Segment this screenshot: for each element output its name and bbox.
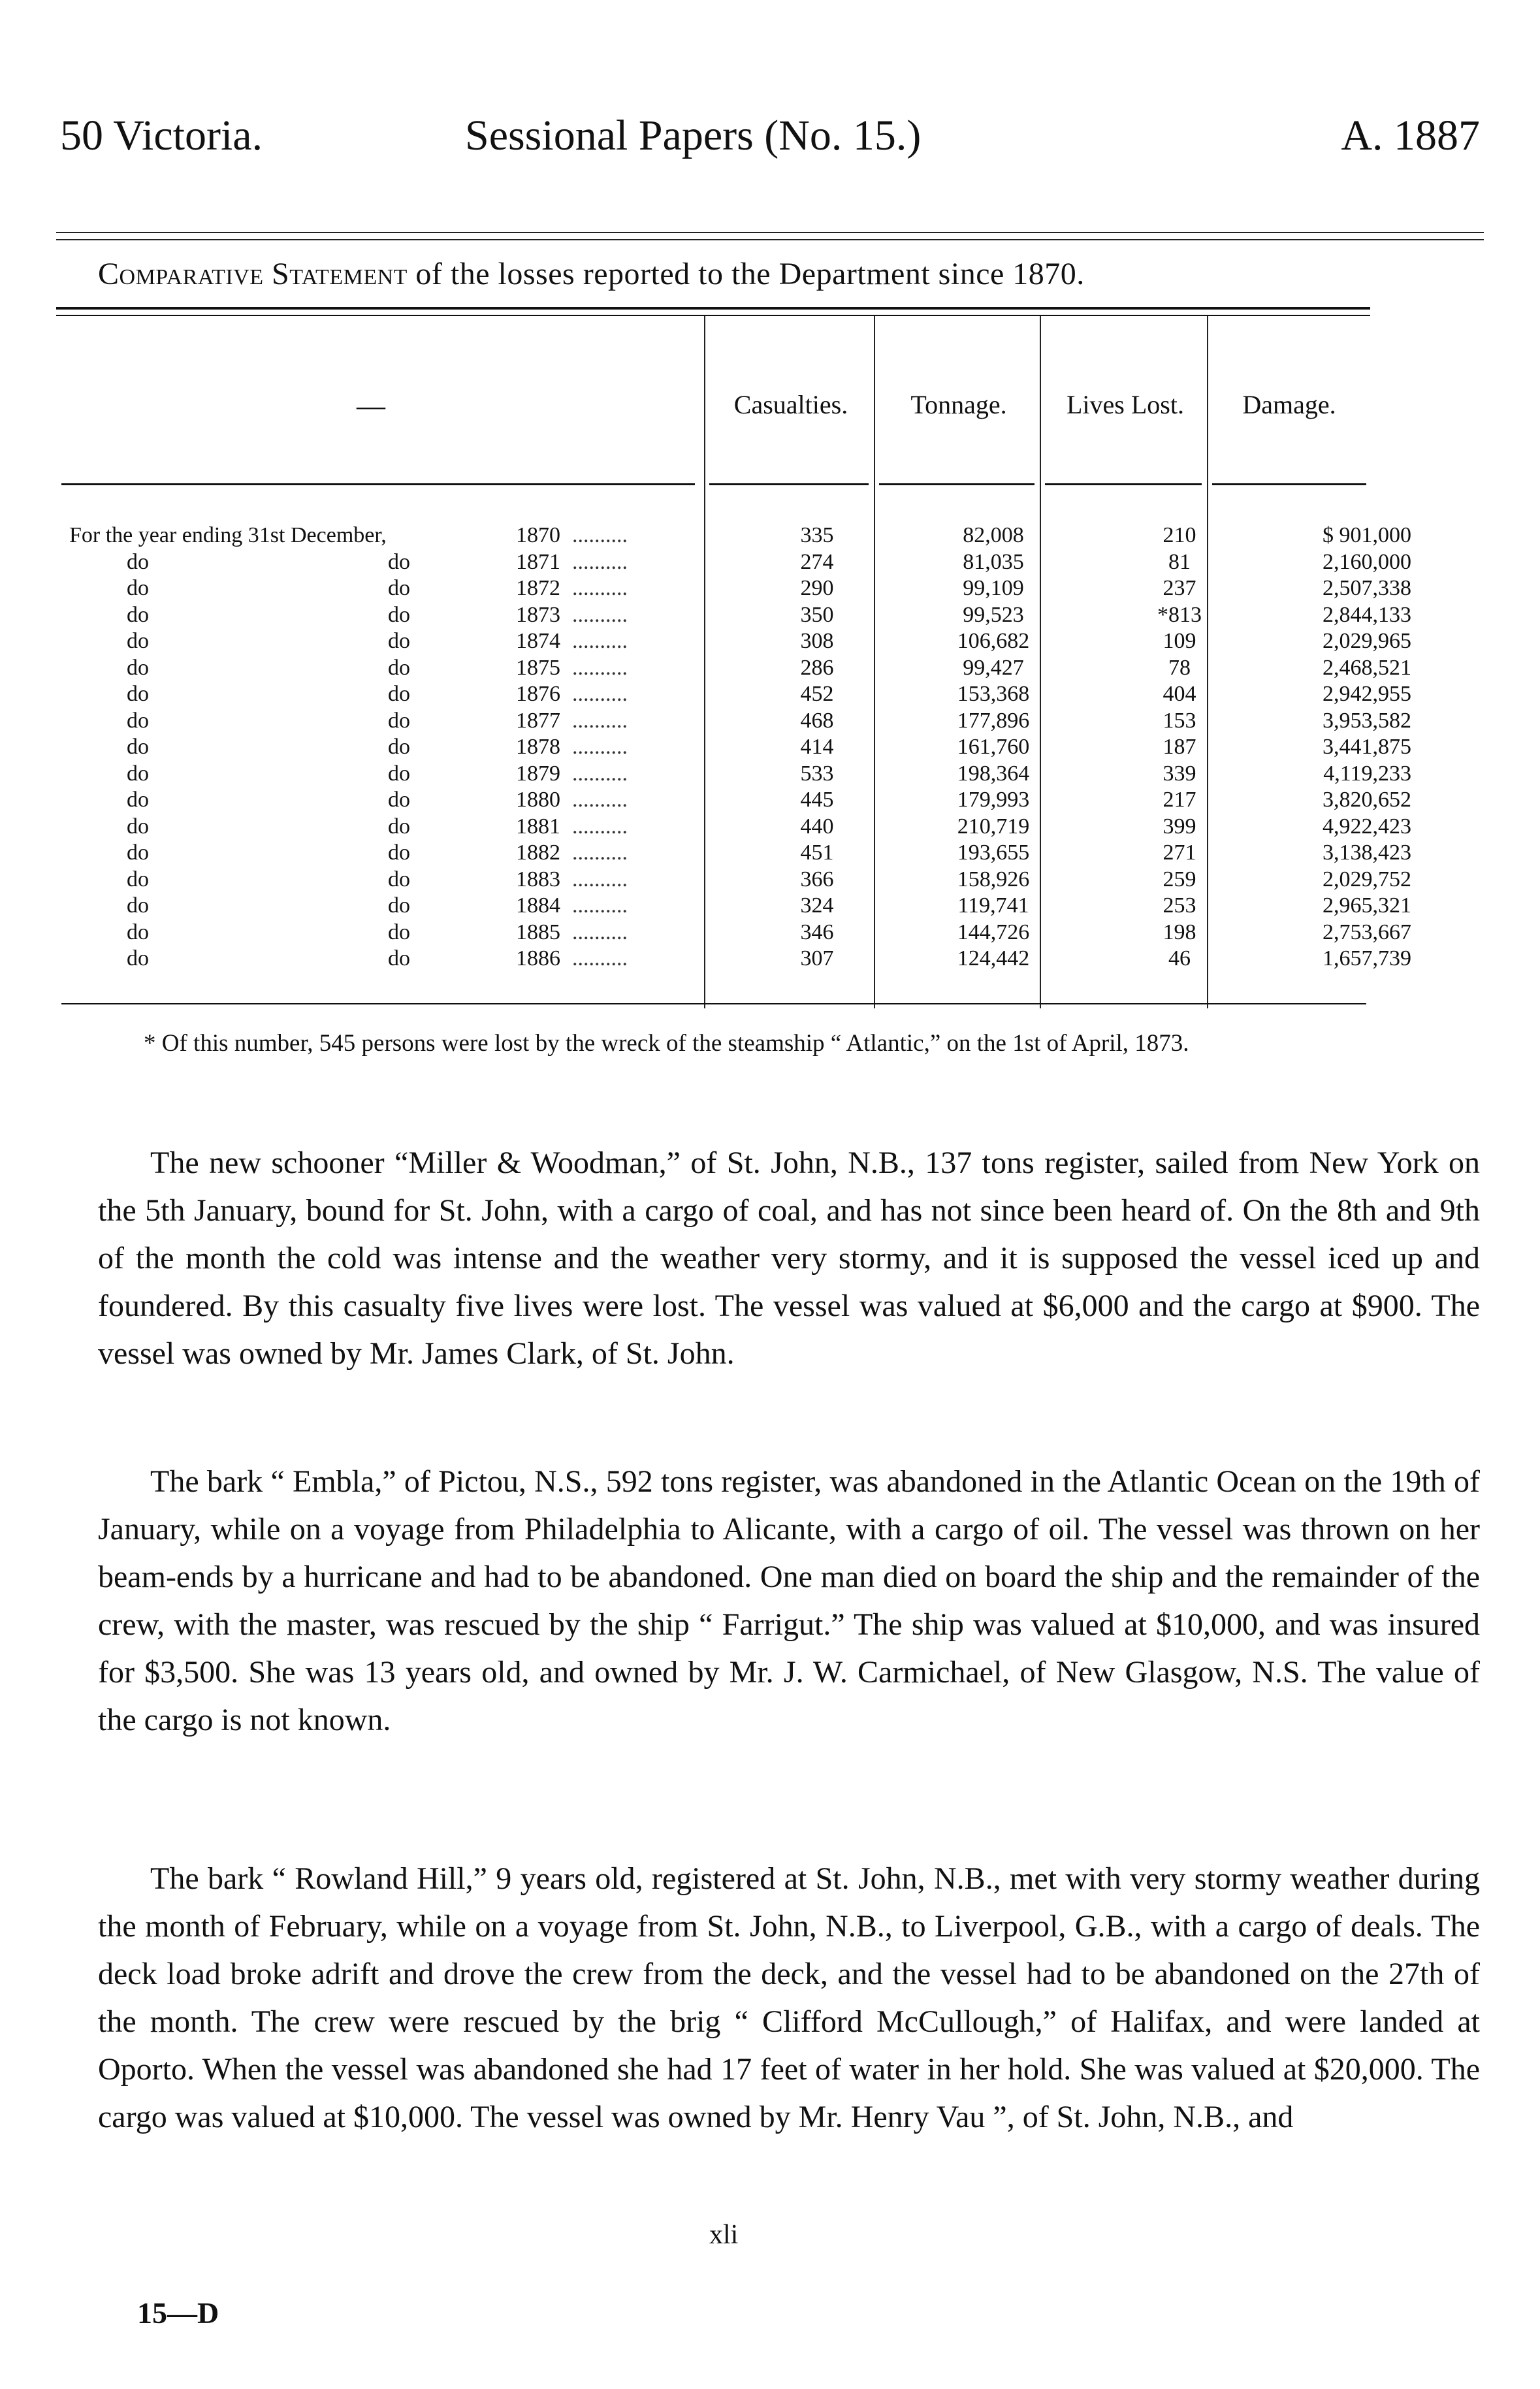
cell-damage: 3,820,652 — [1323, 788, 1411, 812]
ditto-mark: do — [127, 602, 149, 627]
caption-rest: of the losses reported to the Department since 1870. — [407, 257, 1085, 291]
ditto-mark: do — [127, 708, 149, 733]
ditto-mark: do — [388, 549, 410, 574]
cell-tonnage: 153,368 — [957, 682, 1030, 706]
table-row — [56, 761, 1411, 788]
ditto-mark: do — [127, 946, 149, 970]
table-row — [56, 602, 1411, 629]
cell-casualties: 346 — [800, 920, 834, 944]
table-row — [56, 867, 1411, 893]
row-year: 1871 — [516, 549, 560, 574]
row-year: 1881 — [516, 814, 560, 839]
cell-damage: 3,953,582 — [1323, 708, 1411, 733]
header-rule — [61, 483, 695, 485]
header-rule — [1045, 483, 1202, 485]
row-year: 1879 — [516, 761, 560, 786]
cell-lives: 46 — [1168, 946, 1191, 970]
leader-dots: .......... — [572, 761, 628, 786]
row-year: 1875 — [516, 655, 560, 680]
leader-dots: .......... — [572, 735, 628, 759]
cell-casualties: 308 — [800, 629, 834, 653]
row-year: 1883 — [516, 867, 560, 891]
leader-dots: .......... — [572, 841, 628, 865]
leader-dots: .......... — [572, 655, 628, 680]
row-year: 1880 — [516, 788, 560, 812]
cell-damage: $ 901,000 — [1323, 523, 1411, 547]
cell-damage: 2,468,521 — [1323, 655, 1411, 680]
column-header-lives-lost: Lives Lost. — [1067, 390, 1184, 419]
cell-casualties: 533 — [800, 761, 834, 786]
cell-casualties: 468 — [800, 708, 834, 733]
ditto-mark: do — [127, 682, 149, 706]
row-year: 1884 — [516, 893, 560, 918]
ditto-mark: do — [127, 788, 149, 812]
leader-dots: .......... — [572, 788, 628, 812]
cell-lives: 109 — [1163, 629, 1196, 653]
cell-tonnage: 106,682 — [957, 629, 1030, 653]
row-year: 1877 — [516, 708, 560, 733]
page-folio: xli — [709, 2220, 739, 2250]
cell-lives: 271 — [1163, 841, 1196, 865]
cell-casualties: 440 — [800, 814, 834, 839]
table-row — [56, 575, 1411, 602]
paragraph-miller-woodman: The new schooner “Miller & Woodman,” of St. John, N.B., 137 tons register, sailed from New York on the 5th January, bound for St. John, with a cargo of coal, and has not since been heard of. On the 8th and 9th of the month the cold was intense and the weather very stormy, and it is supposed the vessel iced up and foundered. By this casualty five lives were lost. The vessel was valued at $6,000 and the cargo at $900. The vessel was owned by Mr. James Clark, of St. John. — [98, 1146, 1480, 1371]
ditto-mark: do — [388, 602, 410, 627]
cell-tonnage: 99,427 — [963, 655, 1024, 680]
cell-casualties: 445 — [800, 788, 834, 812]
cell-lives: *813 — [1157, 602, 1202, 627]
ditto-mark: do — [388, 946, 410, 970]
leader-dots: .......... — [572, 523, 628, 547]
table-row — [56, 655, 1411, 682]
cell-damage: 2,160,000 — [1323, 549, 1411, 574]
cell-lives: 198 — [1163, 920, 1196, 944]
ditto-mark: do — [388, 893, 410, 918]
row-year: 1885 — [516, 920, 560, 944]
cell-damage: 1,657,739 — [1323, 946, 1411, 970]
column-header-casualties: Casualties. — [733, 390, 848, 419]
column-header-damage: Damage. — [1242, 390, 1336, 419]
cell-tonnage: 99,523 — [963, 602, 1024, 627]
column-header-tonnage: Tonnage. — [910, 390, 1007, 419]
cell-casualties: 307 — [800, 946, 834, 970]
cell-casualties: 286 — [800, 655, 834, 680]
table-row — [56, 787, 1411, 814]
leader-dots: .......... — [572, 920, 628, 944]
cell-tonnage: 177,896 — [957, 708, 1030, 733]
paragraph-embla: The bark “ Embla,” of Pictou, N.S., 592 tons register, was abandoned in the Atlantic Ocean on the 19th of January, while on a voyage from Philadelphia to Alicante, with a cargo of oil. The vessel was thrown on her beam-ends by a hurricane and had to be abandoned. One man died on board the ship and the remainder of the crew, with the master, was rescued by the ship “ Farrigut.” The ship was valued at $10,000, and was insured for $3,500. She was 13 years old, and owned by Mr. J. W. Carmichael, of New Glasgow, N.S. The value of the cargo is not known. — [98, 1464, 1480, 1737]
cell-damage: 2,844,133 — [1323, 602, 1411, 627]
cell-lives: 78 — [1168, 655, 1191, 680]
table-bottom-rule — [61, 1003, 1366, 1004]
table-row — [56, 734, 1411, 761]
cell-tonnage: 161,760 — [957, 735, 1030, 759]
cell-tonnage: 81,035 — [963, 549, 1024, 574]
cell-damage: 2,965,321 — [1323, 893, 1411, 918]
table-row — [56, 840, 1411, 867]
cell-lives: 259 — [1163, 867, 1196, 891]
ditto-mark: do — [127, 761, 149, 786]
cell-tonnage: 82,008 — [963, 523, 1024, 547]
cell-lives: 399 — [1163, 814, 1196, 839]
cell-damage: 2,029,965 — [1323, 629, 1411, 653]
cell-tonnage: 124,442 — [957, 946, 1030, 970]
ditto-mark: do — [388, 629, 410, 653]
row-year: 1878 — [516, 735, 560, 759]
cell-casualties: 350 — [800, 602, 834, 627]
footnote: * Of this number, 545 persons were lost by the wreck of the steamship “ Atlantic,” on the 1st of April, 1873. — [144, 1030, 1189, 1057]
cell-lives: 210 — [1163, 523, 1196, 547]
cell-lives: 187 — [1163, 735, 1196, 759]
leader-dots: .......... — [572, 946, 628, 970]
running-header — [60, 111, 1480, 170]
ditto-mark: do — [388, 761, 410, 786]
table-row — [56, 814, 1411, 841]
row-label: For the year ending 31st December, — [69, 523, 387, 547]
row-year: 1874 — [516, 629, 560, 653]
cell-casualties: 452 — [800, 682, 834, 706]
cell-damage: 3,138,423 — [1323, 841, 1411, 865]
table-row — [56, 681, 1411, 708]
row-year: 1882 — [516, 841, 560, 865]
signature-mark: 15—D — [137, 2296, 219, 2330]
cell-damage: 2,029,752 — [1323, 867, 1411, 891]
cell-lives: 404 — [1163, 682, 1196, 706]
table-row — [56, 628, 1411, 655]
ditto-mark: do — [388, 920, 410, 944]
header-rule — [879, 483, 1035, 485]
cell-casualties: 335 — [800, 523, 834, 547]
header-rule — [1212, 483, 1366, 485]
ditto-mark: do — [127, 576, 149, 600]
cell-damage: 4,922,423 — [1323, 814, 1411, 839]
ditto-mark: do — [388, 735, 410, 759]
ditto-mark: do — [127, 893, 149, 918]
ditto-mark: do — [127, 629, 149, 653]
table-row — [56, 893, 1411, 920]
leader-dots: .......... — [572, 602, 628, 627]
header-rule — [709, 483, 869, 485]
leader-dots: .......... — [572, 867, 628, 891]
ditto-mark: do — [127, 549, 149, 574]
table-row — [56, 920, 1411, 946]
cell-tonnage: 210,719 — [957, 814, 1030, 839]
header-session: 50 Victoria. — [60, 112, 263, 159]
table-body — [56, 522, 1411, 972]
ditto-mark: do — [388, 814, 410, 839]
table-row — [56, 549, 1411, 576]
cell-casualties: 414 — [800, 735, 834, 759]
ditto-mark: do — [127, 655, 149, 680]
ditto-mark: do — [388, 788, 410, 812]
cell-tonnage: 158,926 — [957, 867, 1030, 891]
leader-dots: .......... — [572, 814, 628, 839]
cell-casualties: 274 — [800, 549, 834, 574]
header-double-rule — [56, 232, 1484, 240]
cell-lives: 81 — [1168, 549, 1191, 574]
losses-table — [56, 316, 1411, 1008]
cell-damage: 3,441,875 — [1323, 735, 1411, 759]
table-row — [56, 946, 1411, 972]
cell-damage: 2,753,667 — [1323, 920, 1411, 944]
leader-dots: .......... — [572, 682, 628, 706]
leader-dots: .......... — [572, 893, 628, 918]
row-year: 1886 — [516, 946, 560, 970]
caption-lead: Comparative Statement — [98, 257, 408, 291]
cell-tonnage: 193,655 — [957, 841, 1030, 865]
ditto-mark: do — [388, 682, 410, 706]
cell-lives: 153 — [1163, 708, 1196, 733]
leader-dots: .......... — [572, 708, 628, 733]
leader-dots: .......... — [572, 576, 628, 600]
leader-dots: .......... — [572, 629, 628, 653]
cell-damage: 4,119,233 — [1323, 761, 1411, 786]
ditto-mark: do — [388, 576, 410, 600]
caption-rule — [56, 307, 1370, 316]
row-year: 1872 — [516, 576, 560, 600]
row-year: 1873 — [516, 602, 560, 627]
ditto-mark: do — [388, 655, 410, 680]
cell-casualties: 324 — [800, 893, 834, 918]
header-year: A. 1887 — [1341, 112, 1480, 159]
cell-damage: 2,942,955 — [1323, 682, 1411, 706]
cell-tonnage: 198,364 — [957, 761, 1030, 786]
ditto-mark: do — [388, 841, 410, 865]
ditto-mark: do — [127, 841, 149, 865]
cell-tonnage: 119,741 — [957, 893, 1029, 918]
cell-tonnage: 179,993 — [957, 788, 1030, 812]
cell-damage: 2,507,338 — [1323, 576, 1411, 600]
ditto-mark: do — [388, 708, 410, 733]
paragraph-rowland-hill: The bark “ Rowland Hill,” 9 years old, registered at St. John, N.B., met with very stormy weather during the month of February, while on a voyage from St. John, N.B., to Liverpool, G.B., with a cargo of deals. The deck load broke adrift and drove the crew from the deck, and the vessel had to be abandoned on the 27th of the month. The crew were rescued by the brig “ Clifford McCullough,” of Halifax, and were landed at Oporto. When the vessel was abandoned she had 17 feet of water in her hold. She was valued at $20,000. The cargo was valued at $10,000. The vessel was owned by Mr. Henry Vau ”, of St. John, N.B., and — [98, 1861, 1480, 2134]
cell-lives: 253 — [1163, 893, 1196, 918]
cell-tonnage: 144,726 — [957, 920, 1030, 944]
table-row — [56, 708, 1411, 735]
ditto-mark: do — [127, 735, 149, 759]
cell-lives: 237 — [1163, 576, 1196, 600]
cell-tonnage: 99,109 — [963, 576, 1024, 600]
cell-lives: 217 — [1163, 788, 1196, 812]
ditto-mark: do — [127, 920, 149, 944]
header-title: Sessional Papers (No. 15.) — [465, 112, 922, 159]
header-blank-dash: — — [357, 390, 385, 422]
cell-casualties: 290 — [800, 576, 834, 600]
table-caption — [98, 256, 1462, 292]
ditto-mark: do — [127, 867, 149, 891]
ditto-mark: do — [127, 814, 149, 839]
row-year: 1876 — [516, 682, 560, 706]
ditto-mark: do — [388, 867, 410, 891]
cell-casualties: 366 — [800, 867, 834, 891]
leader-dots: .......... — [572, 549, 628, 574]
cell-casualties: 451 — [800, 841, 834, 865]
cell-lives: 339 — [1163, 761, 1196, 786]
table-row — [56, 522, 1411, 549]
row-year: 1870 — [516, 523, 560, 547]
